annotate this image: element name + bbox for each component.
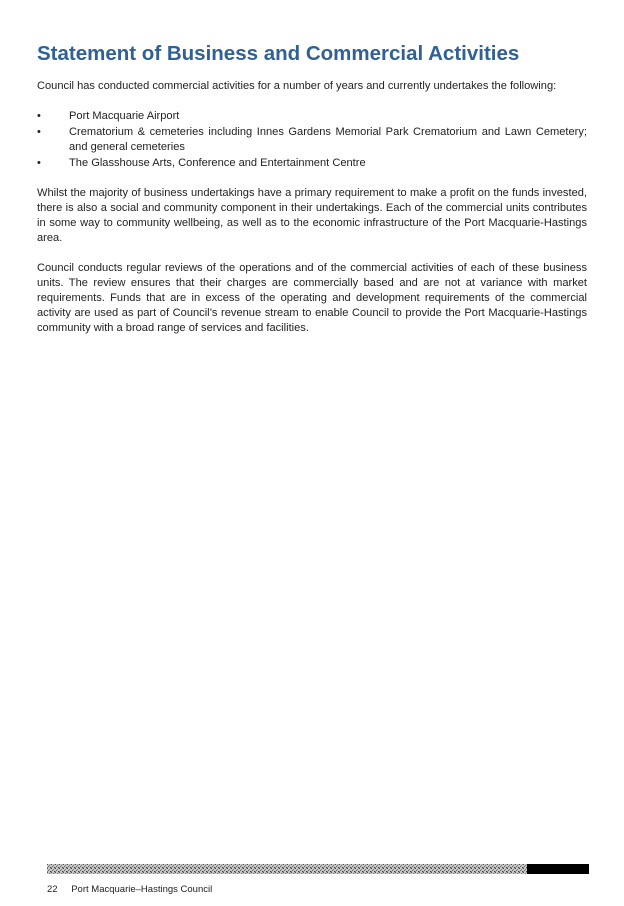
list-item (37, 125, 587, 155)
bullet-icon: • (37, 110, 41, 122)
list-item (37, 109, 587, 124)
footer-bar-textured-segment (47, 864, 527, 874)
list-item-text: The Glasshouse Arts, Conference and Entertainment Centre (69, 157, 366, 169)
body-paragraph: Whilst the majority of business undertakings have a primary requirement to make a profit on the funds invested, there is also a social and community component in their undertakings. Each of the commercial units contributes in some way to community wellbeing, as well as to the economic infrastructure of the Port Macquarie-Hastings area. (37, 187, 587, 244)
footer-organisation: Port Macquarie–Hastings Council (71, 884, 213, 895)
activities-list (37, 109, 587, 171)
list-item (37, 156, 587, 171)
footer-bar-solid-segment (527, 864, 589, 874)
body-paragraph: Council conducts regular reviews of the operations and of the commercial activities of each of these business units. The review ensures that their charges are commercially based and are not at variance with market requirements. Funds that are in excess of the operating and development requirements of the commercial activity are used as part of Council’s revenue stream to enable Council to provide the Port Macquarie-Hastings community with a broad range of services and facilities. (37, 262, 587, 334)
bullet-icon: • (37, 126, 41, 138)
page-number: 22 (47, 884, 58, 895)
intro-paragraph: Council has conducted commercial activities for a number of years and currently undertakes the following: (37, 80, 557, 92)
bullet-icon: • (37, 157, 41, 169)
list-item-text: Crematorium & cemeteries including Innes Gardens Memorial Park Crematorium and Lawn Cemetery; and general cemeteries (69, 126, 587, 153)
body-content (37, 79, 587, 336)
footer-decorative-bar (47, 864, 589, 874)
page-heading: Statement of Business and Commercial Activities (37, 42, 520, 65)
list-item-text: Port Macquarie Airport (69, 110, 180, 122)
footer-bar-graphic (47, 864, 589, 874)
page-footer (47, 884, 212, 896)
